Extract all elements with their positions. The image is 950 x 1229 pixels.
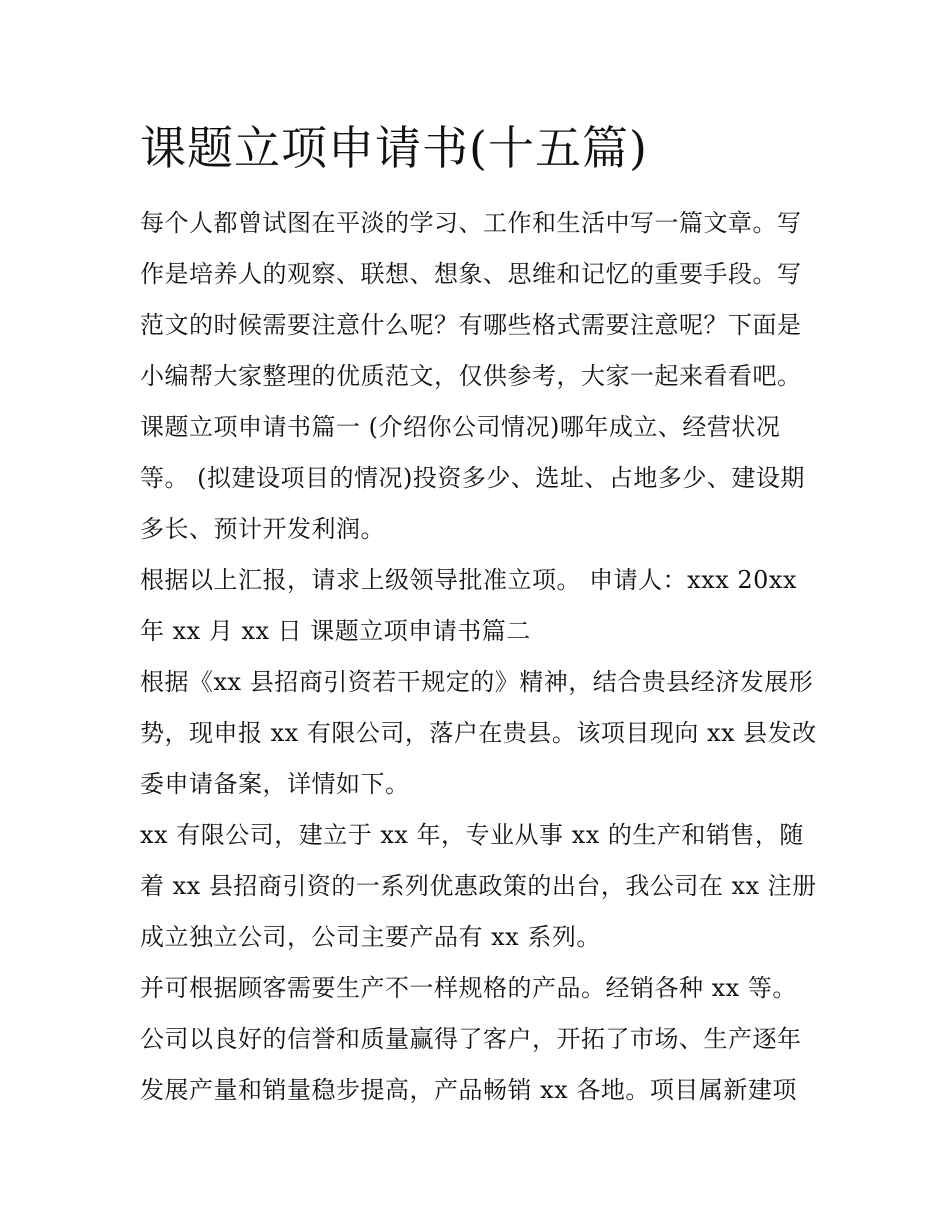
document-title: 课题立项申请书(十五篇) (140, 121, 648, 175)
paragraph-part-one: 课题立项申请书篇一 (介绍你公司情况)哪年成立、经营状况等。 (拟建设项目的情况)投资多少、选址、占地多少、建设期多长、预计开发利润。 (140, 413, 805, 543)
paragraph-products: 并可根据顾客需要生产不一样规格的产品。经销各种 xx 等。公司以良好的信誉和质量赢得了客户，开拓了市场、生产逐年发展产量和销量稳步提高，产品畅销 xx 各地。项目属新建项 (140, 974, 802, 1104)
paragraph-company-profile: xx 有限公司，建立于 xx 年，专业从事 xx 的生产和销售，随着 xx 县招商引资的一系列优惠政策的出台，我公司在 xx 注册成立独立公司，公司主要产品有 xx 系列。 (140, 821, 817, 951)
paragraph-intro: 每个人都曾试图在平淡的学习、工作和生活中写一篇文章。写作是培养人的观察、联想、想象、思维和记忆的重要手段。写范文的时候需要注意什么呢？有哪些格式需要注意呢？下面是小编帮大家整理的优质范文，仅供参考，大家一起来看看吧。 (140, 209, 802, 390)
paragraph-approval-request: 根据以上汇报，请求上级领导批准立项。 申请人：xxx 20xx年 xx 月 xx 日 课题立项申请书篇二 (140, 566, 797, 645)
paragraph-policy-basis: 根据《xx 县招商引资若干规定的》精神，结合贵县经济发展形势，现申报 xx 有限公司，落户在贵县。该项目现向 xx 县发改委申请备案，详情如下。 (140, 668, 817, 798)
